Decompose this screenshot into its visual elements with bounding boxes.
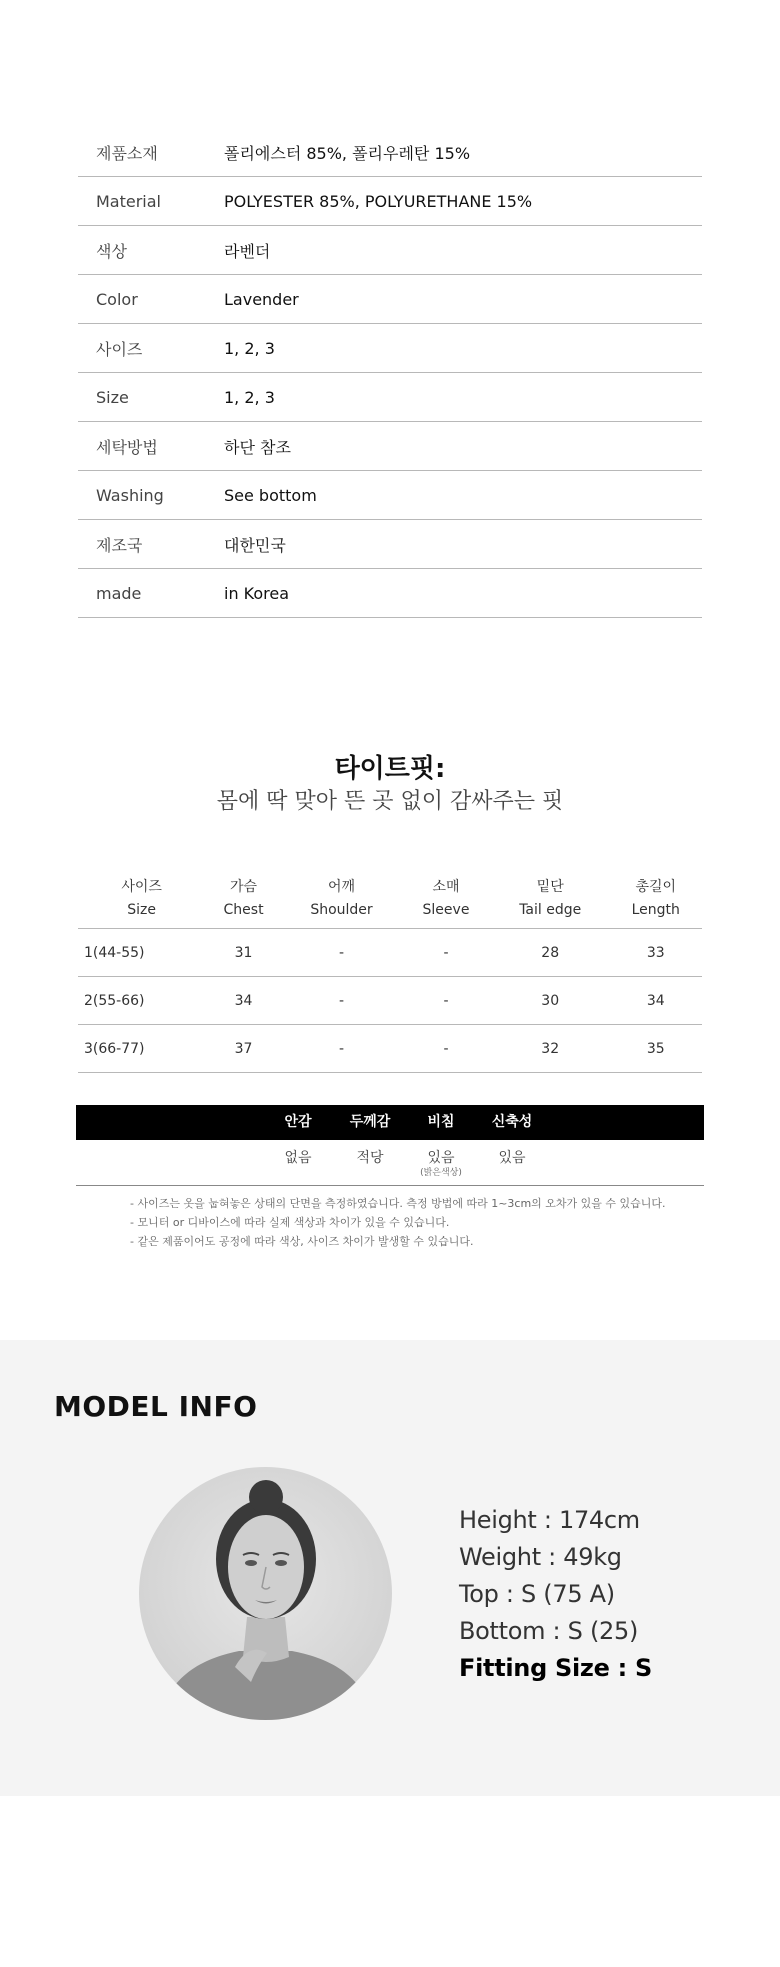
spec-row xyxy=(78,128,702,177)
spec-value: 1, 2, 3 xyxy=(224,324,702,373)
model-info-section xyxy=(0,1340,780,1796)
size-column-header xyxy=(610,870,702,929)
attribute-label-sheerness: 비침 xyxy=(427,1114,455,1130)
table-cell: 32 xyxy=(491,1025,610,1073)
model-weight: Weight : 49kg xyxy=(459,1543,622,1571)
attribute-header-bar xyxy=(76,1105,704,1140)
model-stats xyxy=(459,1502,652,1687)
spec-row xyxy=(78,422,702,471)
spec-row xyxy=(78,471,702,520)
table-cell: - xyxy=(401,1025,491,1073)
table-cell: 1(44-55) xyxy=(78,929,205,977)
spec-label: 제조국 xyxy=(78,520,224,569)
spec-label: Color xyxy=(78,275,224,324)
spec-row xyxy=(78,324,702,373)
spec-row xyxy=(78,569,702,618)
size-column-header xyxy=(282,870,401,929)
attribute-value-lining: 없음 xyxy=(284,1150,312,1166)
size-table-header xyxy=(78,870,702,929)
size-column-header-ko: 사이즈 xyxy=(121,879,162,895)
table-cell: 33 xyxy=(610,929,702,977)
spec-value: See bottom xyxy=(224,471,702,520)
attribute-value-stretch: 있음 xyxy=(498,1150,526,1166)
model-portrait-illustration xyxy=(139,1467,392,1720)
size-column-header-en: Chest xyxy=(223,902,264,918)
fit-title: 타이트핏: xyxy=(334,754,446,784)
spec-label: 제품소재 xyxy=(78,128,224,177)
size-column-header-ko: 소매 xyxy=(432,879,460,895)
spec-value: 1, 2, 3 xyxy=(224,373,702,422)
spec-value: Lavender xyxy=(224,275,702,324)
attribute-label-thickness: 두께감 xyxy=(349,1114,391,1130)
attribute-label-stretch: 신축성 xyxy=(491,1114,533,1130)
spec-value: 대한민국 xyxy=(224,520,702,569)
size-column-header-en: Shoulder xyxy=(310,902,373,918)
table-cell: - xyxy=(282,1025,401,1073)
table-cell: 34 xyxy=(205,977,282,1025)
attribute-value-thickness: 적당 xyxy=(356,1150,384,1166)
attribute-value-sheerness-note: (밝은색상) xyxy=(420,1168,462,1178)
spec-row xyxy=(78,275,702,324)
spec-value: 폴리에스터 85%, 폴리우레탄 15% xyxy=(224,128,702,177)
size-column-header-ko: 어깨 xyxy=(327,879,356,895)
size-column-header-ko: 밑단 xyxy=(536,879,564,895)
attribute-value-sheerness-text: 있음 xyxy=(427,1150,455,1166)
fit-subtitle: 몸에 딱 맞아 뜬 곳 없이 감싸주는 핏 xyxy=(216,789,564,814)
attribute-values-row xyxy=(76,1140,704,1186)
size-column-header xyxy=(78,870,205,929)
table-cell: - xyxy=(282,929,401,977)
size-column-header-en: Size xyxy=(127,902,156,918)
size-column-header xyxy=(401,870,491,929)
size-notes xyxy=(130,1194,666,1251)
size-column-header xyxy=(205,870,282,929)
spec-value: POLYESTER 85%, POLYURETHANE 15% xyxy=(224,177,702,226)
model-height: Height : 174cm xyxy=(459,1506,640,1534)
table-row xyxy=(78,977,702,1025)
spec-row xyxy=(78,520,702,569)
size-column-header-ko: 총길이 xyxy=(635,879,677,895)
table-cell: - xyxy=(282,977,401,1025)
table-cell: 31 xyxy=(205,929,282,977)
model-fitting-size: Fitting Size : S xyxy=(459,1654,652,1682)
spec-row xyxy=(78,373,702,422)
spec-label: 색상 xyxy=(78,226,224,275)
size-column-header-en: Sleeve xyxy=(422,902,470,918)
note-line: - 같은 제품이어도 공정에 따라 색상, 사이즈 차이가 발생할 수 있습니다. xyxy=(130,1235,474,1248)
table-cell: 35 xyxy=(610,1025,702,1073)
spec-value: 라벤더 xyxy=(224,226,702,275)
attribute-value-sheerness xyxy=(401,1149,481,1179)
model-top-size: Top : S (75 A) xyxy=(459,1580,615,1608)
table-cell: 37 xyxy=(205,1025,282,1073)
spec-label: 세탁방법 xyxy=(78,422,224,471)
table-row xyxy=(78,1025,702,1073)
table-cell: 2(55-66) xyxy=(78,977,205,1025)
table-cell: 28 xyxy=(491,929,610,977)
spec-table xyxy=(78,128,702,618)
note-line: - 모니터 or 디바이스에 따라 실제 색상과 차이가 있을 수 있습니다. xyxy=(130,1216,450,1229)
table-row xyxy=(78,929,702,977)
attribute-label-lining: 안감 xyxy=(284,1114,312,1130)
model-photo xyxy=(139,1467,392,1720)
table-cell: - xyxy=(401,929,491,977)
spec-value: in Korea xyxy=(224,569,702,618)
table-cell: 3(66-77) xyxy=(78,1025,205,1073)
model-bottom-size: Bottom : S (25) xyxy=(459,1617,639,1645)
size-column-header xyxy=(491,870,610,929)
spec-row xyxy=(78,226,702,275)
spec-row xyxy=(78,177,702,226)
note-line: - 사이즈는 옷을 눕혀놓은 상태의 단면을 측정하였습니다. 측정 방법에 따라 1~3cm의 오차가 있을 수 있습니다. xyxy=(130,1197,666,1210)
table-cell: 34 xyxy=(610,977,702,1025)
size-column-header-en: Tail edge xyxy=(519,902,582,918)
size-column-header-ko: 가슴 xyxy=(230,879,258,895)
spec-value: 하단 참조 xyxy=(224,422,702,471)
spec-label: Washing xyxy=(78,471,224,520)
spec-label: made xyxy=(78,569,224,618)
size-table xyxy=(78,870,702,1073)
size-column-header-en: Length xyxy=(631,902,680,918)
model-info-title: MODEL INFO xyxy=(54,1390,258,1423)
table-cell: - xyxy=(401,977,491,1025)
spec-label: Size xyxy=(78,373,224,422)
spec-label: 사이즈 xyxy=(78,324,224,373)
table-cell: 30 xyxy=(491,977,610,1025)
spec-label: Material xyxy=(78,177,224,226)
